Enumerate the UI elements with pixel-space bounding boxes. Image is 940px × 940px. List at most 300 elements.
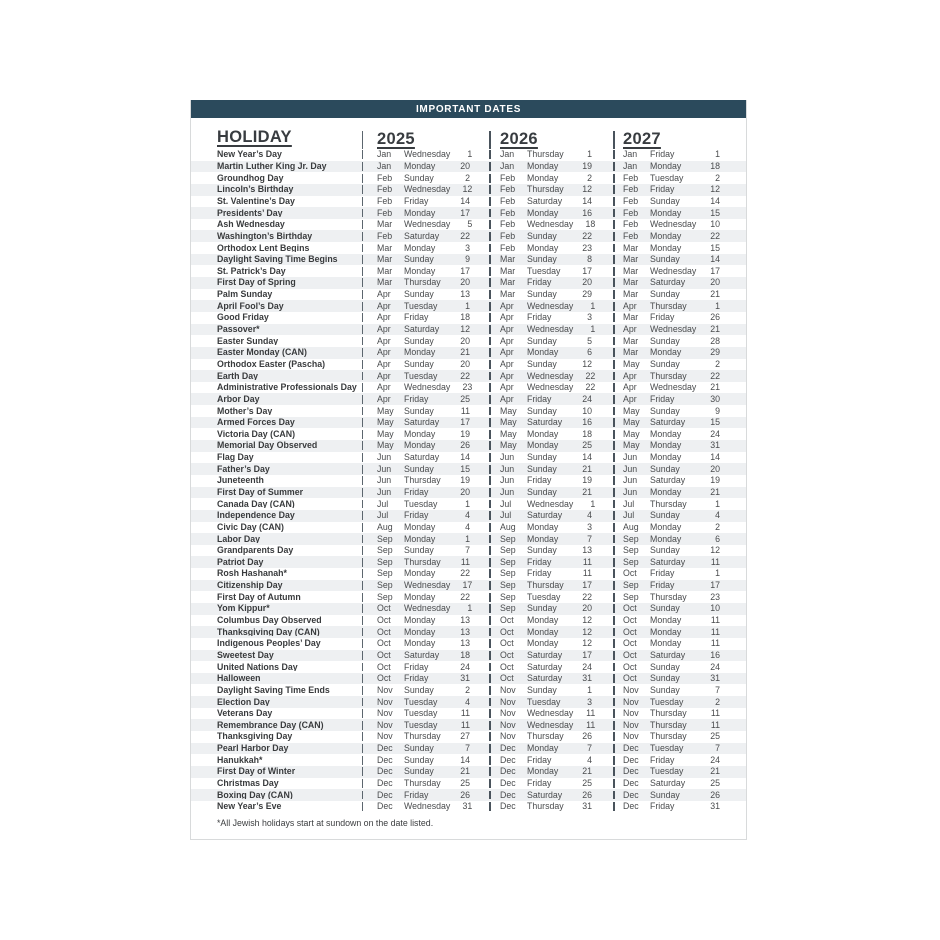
year-cell <box>362 500 489 509</box>
date-weekday: Sunday <box>404 358 434 369</box>
year-cell <box>613 604 746 613</box>
date-weekday: Thursday <box>404 277 441 288</box>
year-cell <box>489 395 613 404</box>
date-month: Dec <box>500 778 516 789</box>
date-month: Apr <box>500 300 514 311</box>
date-weekday: Saturday <box>650 277 686 288</box>
date-day: 24 <box>710 754 720 765</box>
date-day: 7 <box>715 743 720 754</box>
date-month: May <box>377 440 394 451</box>
holiday-name-cell <box>191 197 362 206</box>
date-month: Jun <box>377 475 392 486</box>
date-weekday: Wednesday <box>650 265 697 276</box>
year-cell <box>613 569 746 578</box>
date-day: 13 <box>460 615 470 626</box>
year-cell <box>489 337 613 346</box>
date-weekday: Sunday <box>650 335 680 346</box>
date-weekday: Monday <box>527 161 559 172</box>
date-day: 7 <box>465 545 470 556</box>
date-weekday: Saturday <box>527 510 563 521</box>
year-cell <box>613 232 746 241</box>
date-weekday: Friday <box>527 568 552 579</box>
holiday-name: Father’s Day <box>217 464 270 474</box>
holiday-name: Citizenship Day <box>217 581 283 590</box>
date-day: 30 <box>710 393 720 404</box>
year-cell <box>613 267 746 276</box>
date-day: 21 <box>710 289 720 300</box>
holiday-name: Victoria Day (CAN) <box>217 429 296 439</box>
date-day: 10 <box>710 603 720 614</box>
date-month: Feb <box>377 207 393 218</box>
year-cell <box>613 185 746 194</box>
date-weekday: Friday <box>404 789 429 800</box>
holiday-name: Yom Kippur* <box>217 604 270 614</box>
year-cell <box>362 278 489 287</box>
date-day: 3 <box>587 696 592 707</box>
holiday-column-heading-cell <box>191 129 362 149</box>
holiday-name-cell <box>191 220 362 229</box>
holiday-name-cell <box>191 546 362 555</box>
holiday-row <box>191 487 746 499</box>
date-month: Apr <box>377 382 391 393</box>
year-cell <box>362 511 489 520</box>
year-cell <box>613 174 746 183</box>
holiday-row <box>191 370 746 382</box>
date-weekday: Thursday <box>527 580 564 591</box>
date-weekday: Saturday <box>527 195 563 206</box>
date-month: Mar <box>623 335 639 346</box>
date-month: Dec <box>377 778 393 789</box>
date-weekday: Wednesday <box>527 382 574 393</box>
date-month: Jun <box>623 452 638 463</box>
holiday-name-cell <box>191 418 362 427</box>
important-dates-card <box>190 100 747 840</box>
date-day: 17 <box>582 265 592 276</box>
year-cell <box>362 488 489 497</box>
year-cell <box>362 732 489 741</box>
date-day: 18 <box>582 428 592 439</box>
year-cell <box>613 278 746 287</box>
date-day: 22 <box>585 370 596 381</box>
date-month: Dec <box>500 801 516 812</box>
date-weekday: Monday <box>404 161 436 172</box>
date-day: 13 <box>460 626 470 637</box>
holiday-name: St. Valentine’s Day <box>217 196 295 206</box>
date-weekday: Wednesday <box>404 219 451 230</box>
year-cell <box>362 395 489 404</box>
date-day: 15 <box>710 207 720 218</box>
date-month: May <box>623 428 640 439</box>
holiday-name: Ash Wednesday <box>217 220 285 230</box>
holiday-name-cell <box>191 209 362 218</box>
year-cell <box>362 209 489 218</box>
date-month: Dec <box>377 801 393 812</box>
date-weekday: Sunday <box>650 405 680 416</box>
column-heading-row <box>191 118 746 149</box>
year-cell <box>489 278 613 287</box>
holiday-name: Palm Sunday <box>217 290 273 299</box>
date-month: Nov <box>377 719 393 730</box>
date-weekday: Sunday <box>527 230 557 241</box>
holiday-name: Remembrance Day (CAN) <box>217 720 324 730</box>
date-weekday: Saturday <box>404 230 440 241</box>
date-weekday: Tuesday <box>404 719 438 730</box>
date-month: Dec <box>623 754 639 765</box>
holiday-row <box>191 801 746 813</box>
date-weekday: Sunday <box>527 684 557 695</box>
date-weekday: Wednesday <box>404 184 451 195</box>
holiday-name: Armed Forces Day <box>217 418 295 427</box>
year-cell <box>613 430 746 439</box>
year-cell <box>613 395 746 404</box>
holiday-name: Orthodox Lent Begins <box>217 243 310 253</box>
date-month: May <box>500 417 517 428</box>
date-day: 1 <box>715 498 720 509</box>
date-weekday: Wednesday <box>404 603 451 614</box>
date-day: 17 <box>462 580 473 591</box>
holiday-row <box>191 149 746 161</box>
date-day: 17 <box>460 417 470 428</box>
date-weekday: Monday <box>404 265 436 276</box>
date-weekday: Wednesday <box>650 219 697 230</box>
holiday-name: Passover* <box>217 325 260 334</box>
date-month: Dec <box>623 743 639 754</box>
date-day: 12 <box>582 358 592 369</box>
year-cell <box>362 616 489 625</box>
date-weekday: Monday <box>650 440 682 451</box>
date-day: 14 <box>710 254 720 265</box>
date-day: 22 <box>460 591 470 602</box>
holiday-name: Boxing Day (CAN) <box>217 790 293 800</box>
date-month: Mar <box>377 219 393 230</box>
date-day: 26 <box>460 440 470 451</box>
year-cell <box>489 465 613 474</box>
date-weekday: Monday <box>404 638 436 649</box>
date-weekday: Monday <box>650 638 682 649</box>
year-cell <box>489 535 613 544</box>
date-weekday: Sunday <box>527 335 557 346</box>
date-day: 5 <box>587 335 592 346</box>
date-month: Oct <box>377 673 391 684</box>
date-day: 9 <box>465 254 470 265</box>
date-weekday: Monday <box>527 766 559 777</box>
date-weekday: Monday <box>527 533 559 544</box>
date-weekday: Monday <box>527 440 559 451</box>
holiday-name: New Year’s Day <box>217 150 282 160</box>
date-weekday: Monday <box>404 521 436 532</box>
year-cell <box>613 337 746 346</box>
date-month: May <box>623 417 640 428</box>
date-weekday: Thursday <box>650 708 687 719</box>
date-day: 20 <box>710 463 720 474</box>
date-day: 6 <box>715 533 720 544</box>
date-weekday: Saturday <box>650 556 686 567</box>
holiday-name: Grandparents Day <box>217 546 294 555</box>
date-month: Oct <box>500 649 514 660</box>
holiday-name-cell <box>191 395 362 404</box>
date-weekday: Monday <box>527 242 559 253</box>
holiday-column-heading: HOLIDAY <box>217 129 292 146</box>
date-weekday: Monday <box>650 521 682 532</box>
date-weekday: Wednesday <box>404 801 451 812</box>
holiday-row <box>191 731 746 743</box>
year-cell <box>613 209 746 218</box>
date-weekday: Sunday <box>650 684 680 695</box>
date-weekday: Friday <box>650 754 675 765</box>
date-month: Oct <box>500 673 514 684</box>
date-day: 22 <box>460 230 470 241</box>
year-cell <box>489 698 613 707</box>
date-weekday: Sunday <box>650 510 680 521</box>
date-weekday: Monday <box>404 615 436 626</box>
date-day: 29 <box>582 289 592 300</box>
year-cell <box>613 325 746 334</box>
year-cell <box>489 372 613 381</box>
year-cell <box>362 546 489 555</box>
date-month: Feb <box>500 230 516 241</box>
year-cell <box>613 535 746 544</box>
year-cell <box>613 767 746 776</box>
date-day: 21 <box>710 324 720 335</box>
date-month: Jan <box>623 161 638 172</box>
date-month: Sep <box>377 556 393 567</box>
holiday-name: Martin Luther King Jr. Day <box>217 162 327 171</box>
holiday-row <box>191 417 746 429</box>
date-day: 2 <box>587 172 592 183</box>
date-day: 3 <box>587 312 592 323</box>
year-cell <box>362 663 489 672</box>
date-weekday: Monday <box>404 428 436 439</box>
date-day: 21 <box>582 487 592 497</box>
date-weekday: Friday <box>527 556 552 567</box>
holiday-name-cell <box>191 162 362 171</box>
date-weekday: Monday <box>527 521 559 532</box>
date-month: Jun <box>623 475 638 486</box>
date-day: 3 <box>587 521 592 532</box>
date-day: 2 <box>715 358 720 369</box>
holiday-row <box>191 161 746 173</box>
year-cell <box>489 220 613 229</box>
holiday-name: Mother’s Day <box>217 406 273 416</box>
date-weekday: Wednesday <box>527 370 574 381</box>
year-cell <box>489 663 613 672</box>
year-cell <box>489 290 613 299</box>
year-cell <box>362 430 489 439</box>
date-weekday: Sunday <box>404 463 434 474</box>
holiday-name: Arbor Day <box>217 394 260 404</box>
holiday-name-cell <box>191 278 362 287</box>
date-month: Mar <box>623 254 639 265</box>
date-month: May <box>377 405 394 416</box>
holiday-name-cell <box>191 453 362 462</box>
date-weekday: Monday <box>650 428 682 439</box>
holiday-row <box>191 661 746 673</box>
year-cell <box>489 767 613 776</box>
holiday-row <box>191 335 746 347</box>
date-weekday: Friday <box>404 312 429 323</box>
date-day: 12 <box>710 545 720 556</box>
date-month: Apr <box>377 393 391 404</box>
year-cell <box>489 628 613 637</box>
date-month: Feb <box>623 195 639 206</box>
holiday-name-cell <box>191 779 362 788</box>
year-cell <box>362 162 489 171</box>
year-cell <box>362 267 489 276</box>
date-month: Jan <box>623 149 638 160</box>
holiday-row <box>191 498 746 510</box>
date-weekday: Sunday <box>650 254 680 265</box>
date-day: 16 <box>710 649 720 660</box>
date-day: 1 <box>467 149 473 160</box>
holiday-name-cell <box>191 523 362 532</box>
year-cell <box>613 721 746 730</box>
date-day: 4 <box>465 696 470 707</box>
date-day: 11 <box>582 556 592 567</box>
date-day: 1 <box>465 498 470 509</box>
date-weekday: Saturday <box>527 789 563 800</box>
year-cell <box>362 220 489 229</box>
date-month: Apr <box>377 289 391 300</box>
holiday-name: First Day of Autumn <box>217 592 301 602</box>
year-cell <box>613 383 746 392</box>
date-month: Feb <box>623 207 639 218</box>
date-month: Feb <box>500 242 516 253</box>
year-cell <box>362 383 489 392</box>
date-weekday: Sunday <box>527 545 557 556</box>
date-month: Dec <box>623 789 639 800</box>
date-month: Apr <box>500 347 514 358</box>
date-day: 11 <box>460 556 470 567</box>
date-weekday: Wednesday <box>527 719 574 730</box>
date-weekday: Monday <box>404 242 436 253</box>
date-weekday: Friday <box>650 149 675 160</box>
date-month: Mar <box>500 289 516 300</box>
header-title: IMPORTANT DATES <box>415 103 522 115</box>
year-cell <box>613 476 746 485</box>
holiday-name: Washington’s Birthday <box>217 231 313 241</box>
date-day: 2 <box>715 696 720 707</box>
year-cell <box>362 709 489 718</box>
date-day: 14 <box>460 195 470 206</box>
year-cell <box>613 523 746 532</box>
date-month: Jun <box>500 475 515 486</box>
year-cell <box>362 174 489 183</box>
holiday-name-cell <box>191 558 362 567</box>
holiday-name-cell <box>191 500 362 509</box>
date-month: Feb <box>623 184 639 195</box>
year-cell <box>362 185 489 194</box>
holiday-row <box>191 207 746 219</box>
year-cell <box>489 569 613 578</box>
year-cell <box>362 744 489 753</box>
date-day: 4 <box>587 754 592 765</box>
date-month: Oct <box>500 626 514 637</box>
date-month: Nov <box>623 696 639 707</box>
date-day: 21 <box>582 766 592 777</box>
holiday-row <box>191 463 746 475</box>
year-cell <box>489 185 613 194</box>
date-weekday: Monday <box>404 347 436 358</box>
date-weekday: Wednesday <box>404 382 451 393</box>
date-month: May <box>623 358 640 369</box>
date-weekday: Tuesday <box>527 265 561 276</box>
holiday-name: United Nations Day <box>217 662 298 672</box>
date-month: Jun <box>500 463 515 474</box>
date-day: 11 <box>586 708 596 719</box>
holiday-name-cell <box>191 302 362 311</box>
date-day: 14 <box>460 754 470 765</box>
date-day: 11 <box>710 626 720 637</box>
date-month: Apr <box>377 358 391 369</box>
year-cell <box>613 639 746 648</box>
date-day: 18 <box>460 312 470 323</box>
year-cell <box>489 604 613 613</box>
date-day: 17 <box>710 580 720 591</box>
holiday-name-cell <box>191 802 362 811</box>
year-cell <box>613 744 746 753</box>
date-month: Jun <box>377 463 392 474</box>
date-weekday: Monday <box>650 626 682 637</box>
date-month: Nov <box>623 708 639 719</box>
holiday-name: First Day of Spring <box>217 278 296 288</box>
holiday-name-cell <box>191 791 362 800</box>
date-month: Oct <box>623 615 637 626</box>
year-cell <box>613 663 746 672</box>
holiday-row <box>191 696 746 708</box>
holiday-name-cell <box>191 185 362 194</box>
year-cell <box>362 348 489 357</box>
year-cell <box>362 767 489 776</box>
date-day: 22 <box>585 382 596 393</box>
year-cell <box>613 418 746 427</box>
date-day: 20 <box>460 335 470 346</box>
year-cell <box>362 593 489 602</box>
date-weekday: Saturday <box>404 417 440 428</box>
year-cell <box>362 581 489 590</box>
date-month: Oct <box>377 626 391 637</box>
year-heading-2025: 2025 <box>377 129 415 148</box>
date-day: 1 <box>715 149 720 160</box>
holiday-row <box>191 510 746 522</box>
year-cell <box>362 779 489 788</box>
year-cell <box>613 255 746 264</box>
date-month: Mar <box>623 242 639 253</box>
date-weekday: Monday <box>527 638 559 649</box>
year-cell <box>489 197 613 206</box>
year-cell <box>613 698 746 707</box>
holiday-name-cell <box>191 593 362 602</box>
date-month: Feb <box>377 195 393 206</box>
holiday-row <box>191 393 746 405</box>
date-month: Sep <box>623 545 639 556</box>
date-weekday: Saturday <box>527 661 563 672</box>
year-cell <box>613 372 746 381</box>
date-day: 1 <box>715 300 720 311</box>
date-month: Aug <box>500 521 516 532</box>
holiday-name-cell <box>191 732 362 741</box>
date-weekday: Monday <box>404 440 436 451</box>
year-cell <box>489 756 613 765</box>
date-day: 19 <box>710 475 720 486</box>
date-weekday: Tuesday <box>404 696 438 707</box>
year-cell <box>613 302 746 311</box>
date-month: Feb <box>500 172 516 183</box>
date-day: 31 <box>460 673 470 684</box>
date-weekday: Friday <box>404 393 429 404</box>
date-weekday: Tuesday <box>650 743 684 754</box>
holiday-row <box>191 242 746 254</box>
year-cell <box>613 616 746 625</box>
